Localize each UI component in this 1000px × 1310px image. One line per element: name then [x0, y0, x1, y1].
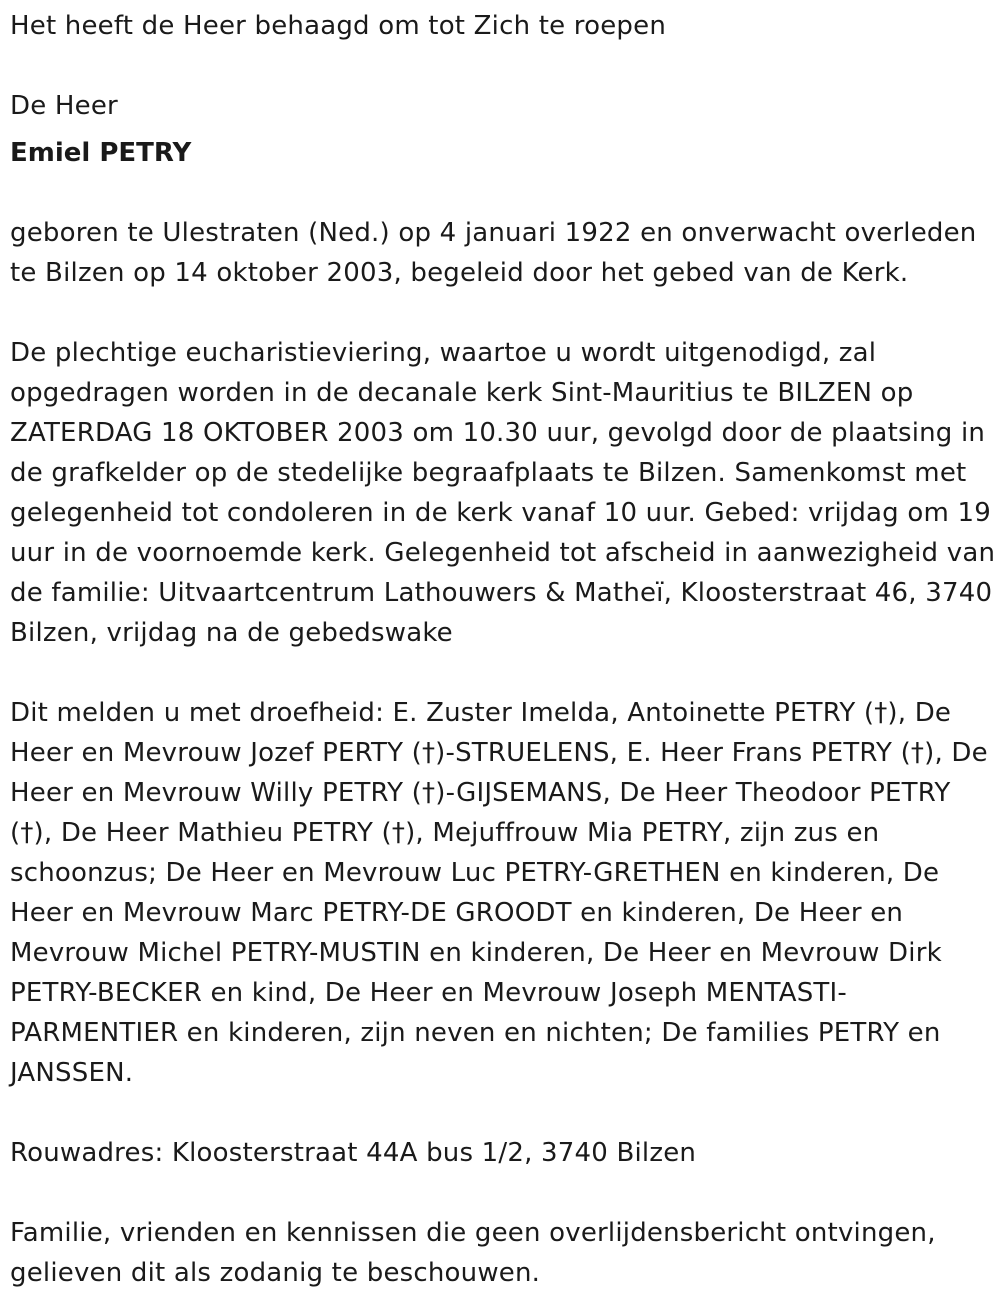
address-paragraph: Rouwadres: Kloosterstraat 44A bus 1/2, 3740 Bilzen [10, 1138, 697, 1168]
spacer [10, 653, 1000, 693]
honorific-text: De Heer [10, 91, 118, 121]
birth-death-paragraph: geboren te Ulestraten (Ned.) op 4 januari 1922 en onverwacht overleden te Bilzen op 14 oktober 2003, begeleid door het gebed van de Kerk. [10, 218, 977, 288]
family-paragraph: Dit melden u met droefheid: E. Zuster Imelda, Antoinette PETRY (†), De Heer en Mevrouw Jozef PERTY (†)-STRUELENS, E. Heer Frans PETRY (†), De Heer en Mevrouw Willy PETRY (†)-GIJSEMANS, De Heer Theodoor PETRY (†), De Heer Mathieu PETRY (†), Mejuffrouw Mia PETRY, zijn zus en schoonzus; De Heer en Mevrouw Luc PETRY-GRETHEN en kinderen, De Heer en Mevrouw Marc PETRY-DE GROODT en kinderen, De Heer en Mevrouw Michel PETRY-MUSTIN en kinderen, De Heer en Mevrouw Dirk PETRY-BECKER en kind, De Heer en Mevrouw Joseph MENTASTI-PARMENTIER en kinderen, zijn neven en nichten; De families PETRY en JANSSEN. [10, 698, 988, 1088]
deceased-name: Emiel PETRY [10, 138, 192, 168]
spacer [10, 1093, 1000, 1133]
spacer [10, 173, 1000, 213]
spacer [10, 1173, 1000, 1213]
spacer [10, 293, 1000, 333]
intro-text: Het heeft de Heer behaagd om tot Zich te roepen [10, 11, 666, 41]
closing-paragraph: Familie, vrienden en kennissen die geen overlijdensbericht ontvingen, gelieven dit als zodanig te beschouwen. [10, 1218, 936, 1288]
ceremony-paragraph: De plechtige eucharistieviering, waartoe u wordt uitgenodigd, zal opgedragen worden in de decanale kerk Sint-Mauritius te BILZEN op ZATERDAG 18 OKTOBER 2003 om 10.30 uur, gevolgd door de plaatsing in de grafkelder op de stedelijke begraafplaats te Bilzen. Samenkomst met gelegenheid tot condoleren in de kerk vanaf 10 uur. Gebed: vrijdag om 19 uur in de voornoemde kerk. Gelegenheid tot afscheid in aanwezigheid van de familie: Uitvaartcentrum Lathouwers & Matheï, Kloosterstraat 46, 3740 Bilzen, vrijdag na de gebedswake [10, 338, 996, 648]
